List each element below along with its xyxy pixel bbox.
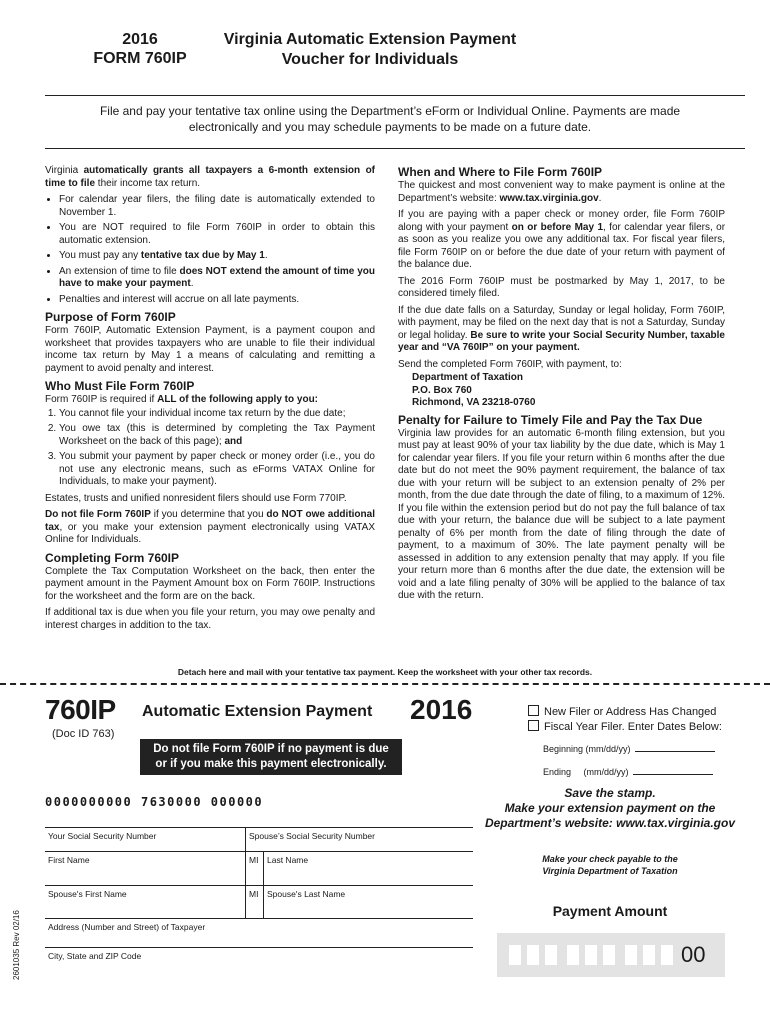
save-the-stamp-note [470,786,750,831]
voucher-doc-id: (Doc ID 763) [52,728,115,740]
spouse-last-name-label: Spouse's Last Name [267,889,346,899]
warning-line: Do not file Form 760IP if no payment is due [153,743,389,755]
revision-number: 2601035 Rev 02/16 [12,910,21,980]
address-label: Address (Number and Street) of Taxpayer [48,922,206,932]
spouse-first-name-field[interactable] [45,886,245,918]
list-item: • You are NOT required to file Form 760IP in order to obtain this automatic extension. [59,222,375,247]
list-item: • For calendar year filers, the filing date is automatically extended to November 1. [59,194,375,219]
stamp-line: Make your extension payment on the [504,801,716,815]
left-column [45,165,375,636]
payment-amount-label: Payment Amount [552,903,668,919]
stamp-line: Save the stamp. [564,786,656,800]
address-row [45,919,473,948]
ending-date-line[interactable] [633,774,713,775]
spouse-name-row [45,886,473,919]
list-item: 2. You owe tax (this is determined by completing the Tax Payment Worksheet on the back of this page); and [59,423,375,448]
fiscal-year-checkbox-row[interactable] [528,720,722,733]
voucher-form-number: 760IP [45,694,116,725]
beginning-date-line[interactable] [635,751,715,752]
estates-paragraph: Estates, trusts and unified nonresident filers should use Form 770IP. [45,492,347,504]
spouse-ssn-label: Spouse’s Social Security Number [249,831,375,841]
new-filer-label: New Filer or Address Has Changed [544,706,717,718]
last-name-label: Last Name [267,855,309,865]
list-item: • You must pay any tentative tax due by May 1. [59,250,375,263]
spouse-last-name-field[interactable] [263,886,473,918]
amount-digit-box[interactable] [567,945,579,965]
send-paragraph: Send the completed Form 760IP, with payment, to: [398,358,622,370]
first-name-label: First Name [48,855,90,865]
intro-text: File and pay your tentative tax online using the Department’s eForm or Individual Online. Payments are made electronically and you may schedule payments to be made on a future date. [99,104,681,134]
completing-paragraph: Complete the Tax Computation Worksheet on the back, then enter the payment amount in the Payment Amount box on Form 760IP. Instructions for the worksheet and the form are on the back. [45,565,375,602]
voucher-title: Automatic Extension Payment [142,703,373,720]
form-number-text: FORM 760IP [93,50,187,67]
who-list [45,408,375,489]
ssn-row [45,828,473,852]
payable-line: Make your check payable to the [542,854,678,864]
city-row [45,948,473,981]
address-line: P.O. Box 760 [412,384,472,396]
ending-date-label: Ending (mm/dd/yy) [543,767,629,777]
who-paragraph: Form 760IP is required if ALL of the following apply to you: [45,394,319,405]
detach-cut-line [0,683,770,685]
form-title [200,30,540,70]
name-row [45,852,473,886]
when-paragraph-2: If you are paying with a paper check or money order, file Form 760IP along with your payment on or before May 1, for calendar year filers, or as soon as you realize you owe any additional tax. For fiscal year filers, file Form 760IP on or before the due date of your return with payment of the balance due. [398,209,726,270]
list-item: • Penalties and interest will accrue on all late payments. [59,294,375,307]
mi-label: MI [249,855,259,865]
penalty-paragraph: Virginia law provides for an automatic 6-month filing extension, but you must pay at least 90% of your tax liability by the due date, which is May 1 for calendar year filers. If you file your return within 6 months after the due date but do not meet the 90% payment requirement, the balance of tax due with your return will be subject to an extension penalty of 2% per month, from the due date through the date of filing, to a maximum of 12%. If you file within the extension period but do not pay the full balance of tax due with your return, the balance due will be subject to a late payment penalty of 6% per month from the date of filing through the date of payment, to a maximum of 30%. The late payment penalty will be assessed in addition to any extension penalty that may apply. If you file your return more than 6 months after the due date, the extension will be void and a late filing penalty of 30% will be applied to the balance of tax due with the return. [398,427,725,601]
who-heading: Who Must File Form 760IP [45,379,195,393]
amount-digit-box[interactable] [625,945,637,965]
warning-banner [140,739,402,775]
address-line: Richmond, VA 23218-0760 [412,397,536,408]
beginning-date-field[interactable] [543,744,715,754]
completing-heading: Completing Form 760IP [45,550,180,565]
amount-digit-box[interactable] [509,945,521,965]
purpose-paragraph: Form 760IP, Automatic Extension Payment, is a payment coupon and worksheet that provides taxpayers who are unable to file their individual income tax return by May 1 a means of calculating and remitting a payment to avoid penalty and interest. [45,325,375,374]
spouse-first-name-label: Spouse's First Name [48,889,127,899]
amount-digit-box[interactable] [661,945,673,965]
amount-digit-box[interactable] [545,945,557,965]
beginning-date-label: Beginning (mm/dd/yy) [543,744,631,754]
form-year-heading [80,30,200,68]
extension-bullets [45,194,375,306]
voucher-year: 2016 [410,694,473,725]
taxpayer-info-grid [45,827,473,981]
amount-digit-box[interactable] [585,945,597,965]
new-filer-checkbox-row[interactable] [528,705,716,718]
payable-line: Virginia Department of Taxation [542,866,678,876]
first-name-field[interactable] [45,852,245,885]
warning-line: or if you make this payment electronically. [155,758,387,770]
list-item: 1. You cannot file your individual income tax return by the due date; [59,408,375,421]
stamp-line: Department’s website: www.tax.virginia.gov [484,816,736,830]
new-filer-checkbox[interactable] [528,705,539,716]
address-field[interactable] [45,919,473,947]
when-paragraph-3: The 2016 Form 760IP must be postmarked by May 1, 2017, to be considered timely filed. [398,275,725,299]
purpose-heading: Purpose of Form 760IP [45,310,176,324]
year-text: 2016 [122,31,158,48]
right-column [398,165,725,607]
intro-divider [45,148,745,149]
list-item: • An extension of time to file does NOT extend the amount of time you have to make your payment. [59,266,375,291]
ocr-scanline: 0000000000 7630000 000000 [45,795,264,809]
ssn-label: Your Social Security Number [48,831,157,841]
when-paragraph-4: If the due date falls on a Saturday, Sunday or legal holiday, Form 760IP, with payment, may be filed on the next day that is not a Saturday, Sunday or legal holiday. Be sure to write your Social Security Number, taxable year and “VA 760IP” on your payment. [398,304,725,353]
when-heading: When and Where to File Form 760IP [398,165,603,179]
amount-cents: 00 [681,942,706,967]
spouse-mi-field[interactable] [245,886,263,918]
extension-paragraph: Virginia automatically grants all taxpayers a 6-month extension of time to file their income tax return. [45,165,376,189]
top-divider [45,95,745,96]
title-line2: Voucher for Individuals [281,51,459,68]
donot-paragraph: Do not file Form 760IP if you determine that you do NOT owe additional tax, or you make your extension payment electronically using VATAX Online for Individuals. [45,509,375,545]
spouse-ssn-field[interactable] [245,828,473,851]
amount-digit-box[interactable] [527,945,539,965]
spouse-mi-label: MI [249,889,259,899]
mailing-address [398,372,725,410]
additional-paragraph: If additional tax is due when you file your return, you may owe penalty and interest charges in addition to the tax. [45,607,375,631]
mi-field[interactable] [245,852,263,885]
city-state-zip-field[interactable] [45,948,473,981]
when-paragraph-1: The quickest and most convenient way to make payment is online at the Department’s website: www.tax.virginia.gov. [398,180,725,204]
amount-digit-box[interactable] [643,945,655,965]
payable-note [470,853,750,877]
city-state-zip-label: City, State and ZIP Code [48,951,142,961]
address-line: Department of Taxation [412,372,523,383]
last-name-field[interactable] [263,852,473,885]
ending-date-field[interactable] [543,767,713,777]
fiscal-year-label: Fiscal Year Filer. Enter Dates Below: [544,721,722,733]
ssn-field[interactable] [45,828,245,851]
detach-instruction: Detach here and mail with your tentative tax payment. Keep the worksheet with your other tax records. [177,667,593,677]
list-item: 3. You submit your payment by paper check or money order (i.e., you do not use any electronic means, such as eForms VATAX Online for Individuals, to make your payment). [59,451,375,489]
penalty-heading: Penalty for Failure to Timely File and Pay the Tax Due [398,412,703,427]
fiscal-year-checkbox[interactable] [528,720,539,731]
title-line1: Virginia Automatic Extension Payment [223,31,517,48]
amount-digit-box[interactable] [603,945,615,965]
